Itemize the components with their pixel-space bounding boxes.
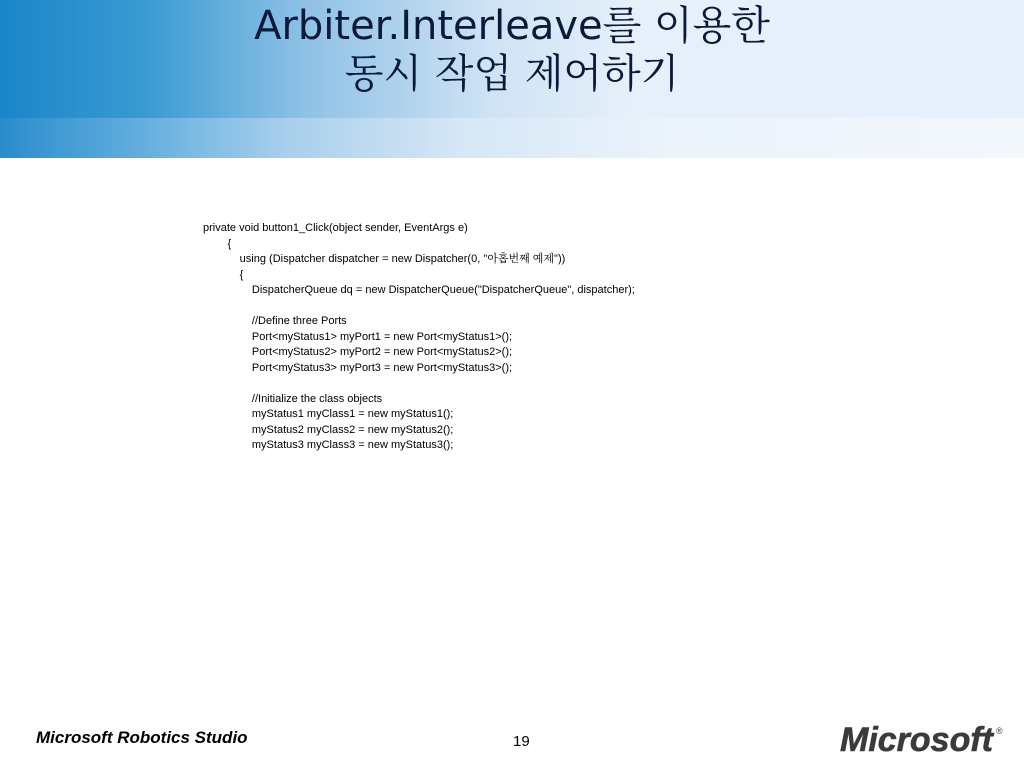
microsoft-logo-text: Microsoft: [840, 721, 993, 758]
code-line: using (Dispatcher dispatcher = new Dispatcher(0, "아홉번째 예제")): [203, 253, 566, 265]
code-line: myStatus2 myClass2 = new myStatus2();: [203, 423, 454, 436]
code-line: Port<myStatus3> myPort3 = new Port<myStatus3>();: [203, 361, 513, 374]
slide-title: [0, 2, 1024, 98]
code-line: //Initialize the class objects: [203, 392, 383, 405]
code-line: Port<myStatus1> myPort1 = new Port<myStatus1>();: [203, 330, 513, 343]
slide-title-line-1: Arbiter.Interleave를 이용한: [254, 3, 770, 49]
code-line: DispatcherQueue dq = new DispatcherQueue("DispatcherQueue", dispatcher);: [203, 284, 635, 296]
code-block: [203, 221, 635, 454]
code-line: {: [203, 268, 244, 281]
slide-title-line-2: 동시 작업 제어하기: [344, 51, 680, 97]
code-line: private void button1_Click(object sender, EventArgs e): [203, 222, 468, 234]
code-line: [203, 299, 635, 315]
page-number: 19: [513, 733, 530, 750]
code-line: myStatus3 myClass3 = new myStatus3();: [203, 439, 454, 451]
microsoft-logo: [838, 718, 1006, 758]
registered-mark: ®: [996, 726, 1003, 736]
code-line: {: [203, 237, 232, 250]
footer-product-name: Microsoft Robotics Studio: [36, 728, 248, 747]
code-line: myStatus1 myClass1 = new myStatus1();: [203, 408, 454, 420]
header-stripe: [0, 118, 1024, 158]
code-line: Port<myStatus2> myPort2 = new Port<myStatus2>();: [203, 346, 513, 358]
code-line: [203, 376, 635, 392]
code-line: //Define three Ports: [203, 315, 347, 327]
